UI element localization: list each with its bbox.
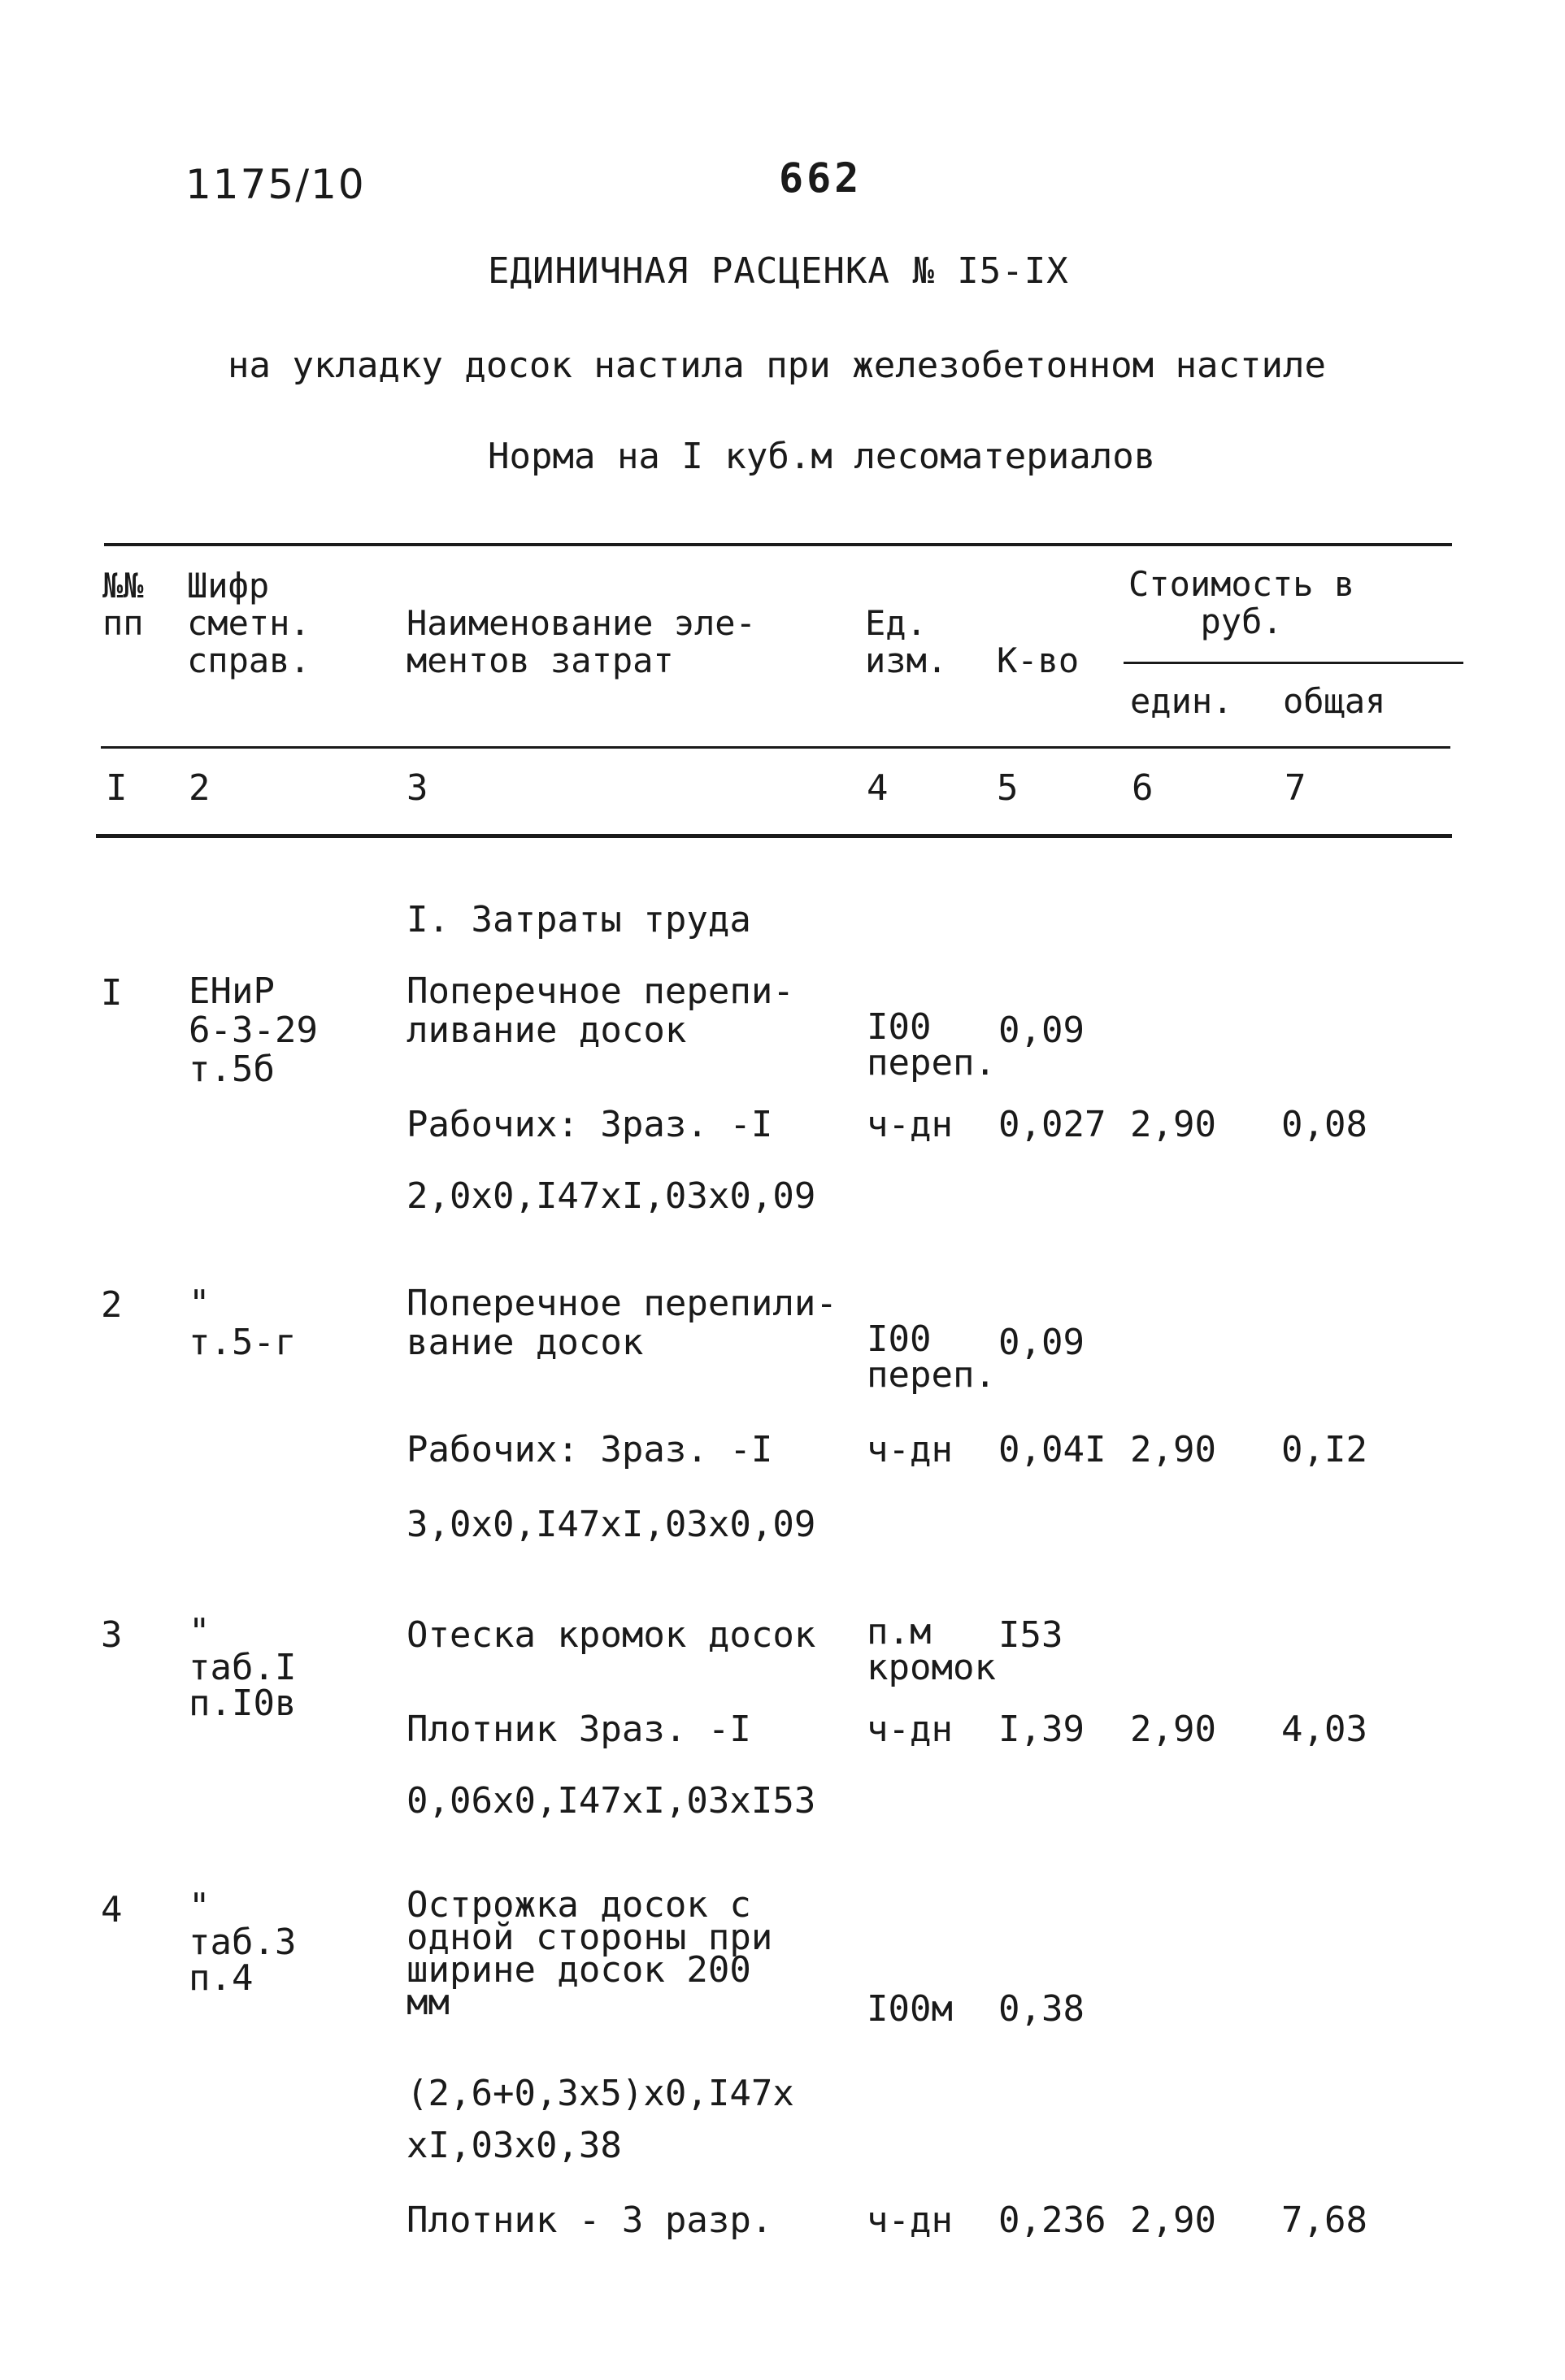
- header-col-number: №№ пп: [102, 566, 144, 643]
- header-bottom-rule: [101, 746, 1450, 749]
- row-code: ЕНиР 6-3-29 т.5б: [189, 971, 318, 1090]
- section-title: I. Затраты труда: [406, 899, 751, 940]
- handwritten-reference: 1175/10: [185, 161, 366, 208]
- row-item-name: Поперечное перепи- ливание досок: [406, 971, 794, 1051]
- row-code: " т.5-г: [189, 1283, 297, 1363]
- column-number: 6: [1132, 767, 1154, 809]
- row-worker-unit: ч-дн: [867, 1709, 953, 1750]
- row-formula: 3,0x0,I47xI,03x0,09: [406, 1504, 816, 1545]
- header-col-qty: К-во: [997, 641, 1080, 680]
- row-total: 4,03: [1281, 1709, 1367, 1750]
- header-col-name: Наименование эле- ментов затрат: [406, 603, 756, 680]
- row-worker-quantity: 0,027: [998, 1104, 1106, 1145]
- header-col-code: Шифр сметн. справ.: [187, 566, 311, 680]
- row-code: " таб.3 п.4: [189, 1886, 297, 1999]
- row-code: " таб.I п.I0в: [189, 1611, 297, 1724]
- row-quantity: 0,38: [998, 1988, 1085, 2030]
- row-number: 2: [101, 1284, 123, 1326]
- column-number: 4: [867, 767, 889, 809]
- row-total: 0,I2: [1281, 1429, 1367, 1470]
- row-item-name: Поперечное перепили- вание досок: [406, 1283, 837, 1363]
- row-worker-unit: ч-дн: [867, 1104, 953, 1145]
- row-worker: Плотник - 3 разр.: [406, 2200, 773, 2241]
- table-top-rule: [104, 543, 1452, 546]
- document-subtitle: на укладку досок настила при железобетонном настиле: [228, 345, 1327, 386]
- header-cost-group: Стоимость в руб.: [1128, 564, 1355, 641]
- row-quantity: I53: [998, 1614, 1063, 1656]
- row-formula: 2,0x0,I47xI,03x0,09: [406, 1175, 816, 1217]
- page-number: 662: [779, 154, 863, 202]
- row-unit-price: 2,90: [1130, 1429, 1216, 1470]
- row-total: 7,68: [1281, 2200, 1367, 2241]
- column-number: I: [106, 767, 128, 809]
- row-formula: 0,06x0,I47xI,03xI53: [406, 1780, 816, 1822]
- row-unit: п.м кромок: [867, 1611, 996, 1688]
- row-unit: I00 переп.: [867, 1006, 996, 1084]
- row-number: 3: [101, 1614, 123, 1656]
- document-title: ЕДИНИЧНАЯ РАСЦЕНКА № I5-IX: [488, 250, 1069, 292]
- row-worker: Плотник 3раз. -I: [406, 1709, 751, 1750]
- header-col-total: общая: [1283, 681, 1386, 721]
- row-worker-quantity: 0,236: [998, 2200, 1106, 2241]
- column-number: 2: [189, 767, 211, 809]
- row-total: 0,08: [1281, 1104, 1367, 1145]
- column-number: 5: [997, 767, 1019, 809]
- row-unit-price: 2,90: [1130, 1104, 1216, 1145]
- row-worker-quantity: I,39: [998, 1709, 1085, 1750]
- row-unit-price: 2,90: [1130, 1709, 1216, 1750]
- row-number: 4: [101, 1889, 123, 1930]
- row-formula: (2,6+0,3x5)x0,I47x xI,03x0,38: [406, 2073, 794, 2166]
- row-item-name: Отеска кромок досок: [406, 1614, 816, 1656]
- row-unit-price: 2,90: [1130, 2200, 1216, 2241]
- row-worker-unit: ч-дн: [867, 2200, 953, 2241]
- row-quantity: 0,09: [998, 1322, 1085, 1363]
- row-item-name: Острожка досок с одной стороны при ширине досок 200 мм: [406, 1884, 773, 2023]
- row-worker: Рабочих: 3раз. -I: [406, 1429, 773, 1470]
- row-worker: Рабочих: 3раз. -I: [406, 1104, 773, 1145]
- row-unit: I00 переп.: [867, 1318, 996, 1396]
- column-number: 7: [1285, 767, 1306, 809]
- row-quantity: 0,09: [998, 1010, 1085, 1051]
- norm-line: Норма на I куб.м лесоматериалов: [488, 436, 1156, 477]
- row-worker-unit: ч-дн: [867, 1429, 953, 1470]
- row-unit: I00м: [867, 1988, 953, 2030]
- cost-group-rule: [1124, 662, 1463, 664]
- header-col-unit: Ед. изм.: [865, 603, 948, 680]
- column-number: 3: [406, 767, 428, 809]
- header-col-unit-price: един.: [1130, 681, 1233, 721]
- column-numbers-rule: [96, 834, 1452, 838]
- row-number: I: [101, 972, 123, 1014]
- row-worker-quantity: 0,04I: [998, 1429, 1106, 1470]
